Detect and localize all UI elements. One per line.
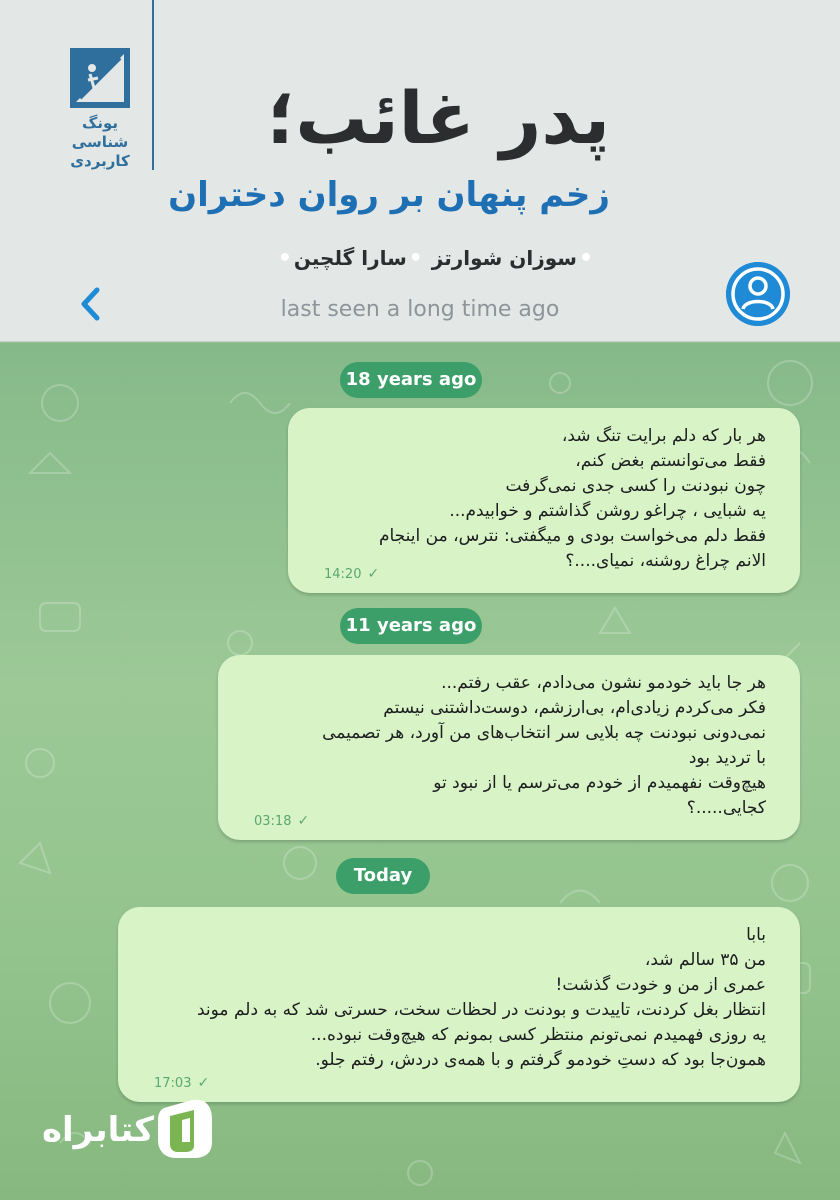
message-meta	[324, 566, 379, 583]
back-button[interactable]	[70, 282, 110, 326]
chat-header	[0, 0, 840, 342]
author-name: سارا گلچین	[293, 246, 407, 270]
message-line: با تردید بود	[688, 748, 766, 768]
publisher-name-line: یونگ	[81, 114, 119, 132]
ketabrah-logo-icon	[156, 1098, 214, 1160]
check-icon: ✓	[197, 1075, 210, 1091]
message-bubble[interactable]	[218, 655, 800, 840]
author-list	[255, 242, 595, 275]
message-text	[248, 671, 766, 821]
publisher-divider	[152, 0, 154, 170]
bullet-dot: •	[578, 246, 593, 271]
message-bubble[interactable]	[288, 408, 800, 593]
message-line: فقط دلم می‌خواست بودی و میگفتی: نترس، من اینجام	[378, 526, 766, 546]
check-icon: ✓	[367, 566, 380, 582]
message-line: فقط می‌توانستم بغض کنم،	[575, 451, 766, 471]
message-line: هر جا باید خودمو نشون می‌دادم، عقب رفتم...	[441, 673, 766, 693]
chat-title: پدر غائب؛	[266, 76, 610, 160]
user-avatar-icon[interactable]	[726, 262, 790, 326]
chat-subtitle: زخم پنهان بر روان دختران	[168, 175, 610, 215]
last-seen-status: last seen a long time ago	[280, 297, 560, 322]
message-line: الانم چراغ روشنه، نمیای....؟	[565, 551, 766, 571]
chevron-left-icon	[78, 286, 102, 322]
message-line: چون نبودنت را کسی جدی نمی‌گرفت	[505, 476, 766, 496]
message-line: انتظار بغل کردنت، تاییدت و بودنت در لحظات سخت، حسرتی شد که به دلم موند	[197, 1000, 766, 1020]
message-line: نمی‌دونی نبودنت چه بلایی سر انتخاب‌های من آورد، هر تصمیمی	[322, 723, 766, 743]
publisher-name-line: کاربردی	[70, 152, 130, 170]
message-line: من ۳۵ سالم شد،	[644, 950, 766, 970]
publisher-name-line: شناسی	[71, 133, 129, 151]
message-line: عمری از من و خودت گذشت!	[555, 975, 766, 995]
message-time: 03:18	[254, 814, 292, 829]
publisher-logo-icon	[70, 48, 130, 108]
watermark-text: کتابراه	[41, 1110, 154, 1150]
message-line: هیچ‌وقت نفهمیدم از خودم می‌ترسم یا از نبود تو	[433, 773, 766, 793]
date-pill: 11 years ago	[340, 608, 482, 644]
message-time: 14:20	[324, 567, 362, 582]
message-meta	[154, 1075, 209, 1092]
message-line: یه روزی فهمیدم نمی‌تونم منتظر کسی بمونم که هیچ‌وقت نبوده...	[310, 1025, 766, 1045]
message-line: هر بار که دلم برایت تنگ شد،	[561, 426, 766, 446]
check-icon: ✓	[297, 813, 310, 829]
message-meta	[254, 813, 309, 830]
message-line: فکر می‌کردم زیادی‌ام، بی‌ارزشم، دوست‌داشتنی نیستم	[383, 698, 766, 718]
ketabrah-watermark	[41, 1098, 214, 1164]
publisher-name	[62, 114, 138, 171]
message-text	[318, 424, 766, 574]
author-name: سوزان شوارتز	[431, 246, 577, 270]
message-line: همون‌جا بود که دستِ خودمو گرفتم و با همه‌ی دردش، رفتم جلو.	[315, 1050, 766, 1070]
date-pill: Today	[336, 858, 430, 894]
message-line: بابا	[746, 925, 766, 945]
message-line: یه شبایی ، چراغو روشن گذاشتم و خوابیدم...	[449, 501, 766, 521]
message-text	[148, 923, 766, 1073]
bullet-dot: •	[408, 246, 423, 271]
bullet-dot: •	[277, 246, 292, 271]
message-time: 17:03	[154, 1076, 192, 1091]
date-pill: 18 years ago	[340, 362, 482, 398]
message-line: کجایی.....؟	[686, 798, 766, 818]
message-bubble[interactable]	[118, 907, 800, 1102]
chat-area[interactable]	[0, 343, 840, 1200]
